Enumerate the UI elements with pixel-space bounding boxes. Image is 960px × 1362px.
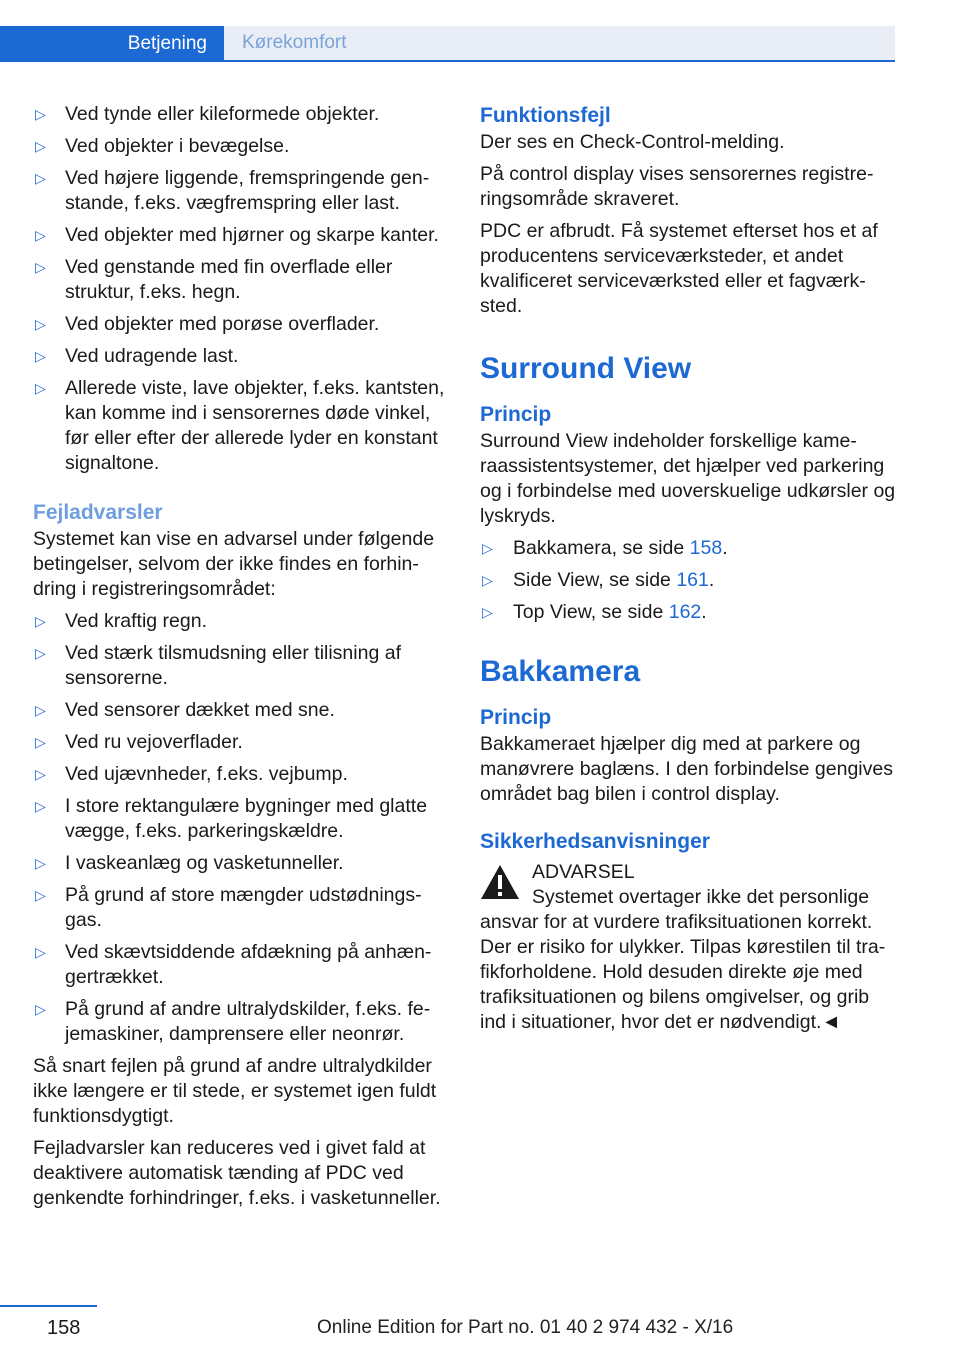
list-item [33,730,448,755]
page-number: 158 [47,1317,81,1339]
section-title-bakkamera: Bakkamera [480,655,641,688]
heading-sikkerhedsanvisninger: Sikkerhedsanvisninger [480,830,710,853]
list-item-text: Ved ujævnheder, f.eks. vejbump. [65,763,348,785]
bullet-triangle-icon: ▷ [35,734,46,750]
list-item-text: Ved kraftig regn. [65,610,208,632]
list-item [33,609,448,634]
bullet-triangle-icon: ▷ [35,227,46,243]
tab-betjening[interactable]: Betjening [0,26,224,62]
funktionsfejl-text-1: Der ses en Check-Control-melding. [480,131,785,153]
bakkamera-text: Bakkameraet hjælper dig med at parkere og manøvrere baglæns. I den forbindelse gengives området bag bilen i control display. [480,733,893,805]
list-item-text: Ved ru vejoverflader. [65,731,243,753]
warning-triangle-icon [480,864,520,900]
paragraph-reduce-warnings: Fejladvarsler kan reduceres ved i givet fald at deaktivere automatisk tænding af PDC ved genkendte forhindringer, f.eks. i vasketunneller. [33,1137,441,1209]
bullet-triangle-icon: ▷ [35,944,46,960]
list-item-text: Top View, se side [513,601,669,623]
bullet-triangle-icon: ▷ [35,348,46,364]
list-item [33,997,448,1047]
list-item-text: Ved objekter med hjørner og skarpe kanter. [65,224,439,246]
heading-princip-bakkamera: Princip [480,706,552,729]
footer-divider [0,1305,97,1307]
list-item: ▷ Top View, se side 162. [482,601,707,623]
bullet-triangle-icon: ▷ [35,613,46,629]
list-item [33,376,448,476]
list-item [33,851,448,876]
bullet-triangle-icon: ▷ [35,138,46,154]
list-item: ▷ Side View, se side 161. [482,569,715,591]
left-column [33,102,448,1218]
warning-block [480,860,900,1035]
list-item [33,344,448,369]
bullet-triangle-icon: ▷ [35,887,46,903]
list-item-text: I vaskeanlæg og vasketunneller. [65,852,344,874]
list-item-text: Allerede viste, lave objekter, f.eks. kantsten, kan komme ind i sensorernes døde vinkel, før eller efter der allerede lyder en konstant signaltone. [65,377,445,474]
bullet-triangle-icon: ▷ [35,645,46,661]
bullet-triangle-icon: ▷ [35,766,46,782]
funktionsfejl-text-3: PDC er afbrudt. Få systemet efterset hos et af producentens serviceværksteder, et andet kvalificeret serviceværksted eller et fagværksted. [480,220,878,317]
warning-label: ADVARSEL [532,861,635,883]
header-divider [0,60,895,62]
list-item-text: Ved skævtsiddende afdækning på anhængertrækket. [65,941,432,988]
heading-princip-surround: Princip [480,403,552,426]
bullet-triangle-icon: ▷ [35,316,46,332]
paragraph-ultrasound: Så snart fejlen på grund af andre ultralydkilder ikke længere er til stede, er systemet igen fuldt funktionsdygtigt. [33,1055,437,1127]
warning-text: Systemet overtager ikke det personlige ansvar for at vurdere trafiksituationen korrekt. Der er risiko for ulykker. Tilpas kørestilen til trafikforholdene. Hold desuden direkte øje med trafiksituationen og bilens omgivelser, og grib ind i situationer, hvor det er nødvendigt.◄ [480,886,886,1033]
bullet-triangle-icon: ▷ [482,572,493,588]
list-item [33,698,448,723]
bullet-triangle-icon: ▷ [482,604,493,620]
list-item-text: Ved sensorer dækket med sne. [65,699,335,721]
list-item-text: Ved objekter med porøse overflader. [65,313,380,335]
bullet-triangle-icon: ▷ [35,106,46,122]
bullet-triangle-icon: ▷ [35,798,46,814]
edition-note: Online Edition for Part no. 01 40 2 974 432 - X/16 [317,1317,734,1338]
false-alarm-list [33,609,448,1047]
list-item-text: Side View, se side [513,569,677,591]
list-item [33,762,448,787]
bullet-triangle-icon: ▷ [35,170,46,186]
heading-fejladvarsler: Fejladvarsler [33,501,163,524]
bullet-triangle-icon: ▷ [35,380,46,396]
page-reference-link[interactable]: 161 [676,569,709,591]
bullet-triangle-icon: ▷ [482,540,493,556]
list-item-text: På grund af andre ultralydskilder, f.eks. fejemaskiner, damprensere eller neonrør. [65,998,431,1045]
section-title-surround-view: Surround View [480,352,692,385]
bullet-triangle-icon: ▷ [35,855,46,871]
list-item [33,312,448,337]
heading-funktionsfejl: Funktionsfejl [480,104,611,127]
list-item [33,940,448,990]
bullet-triangle-icon: ▷ [35,702,46,718]
list-item-text: I store rektangulære bygninger med glatte vægge, f.eks. parkeringskældre. [65,795,428,842]
list-item: ▷ Bakkamera, se side 158. [482,537,728,559]
limitations-list [33,102,448,476]
list-item [33,134,448,159]
list-item-text: Ved højere liggende, fremspringende genstande, f.eks. vægfremspring eller last. [65,167,430,214]
page-reference-link[interactable]: 162 [668,601,702,623]
surround-view-text: Surround View indeholder forskellige kameraassistentsystemer, det hjælper ved parkering og i forbindelse med uoverskuelige udkørsler og lyskryds. [480,430,896,527]
page-reference-link[interactable]: 158 [689,537,723,559]
list-item [33,641,448,691]
list-item-text: Ved genstande med fin overflade eller struktur, f.eks. hegn. [65,256,393,303]
funktionsfejl-text-2: På control display vises sensorernes registreringsområde skraveret. [480,163,874,210]
list-item [33,255,448,305]
list-item-text: Ved udragende last. [65,345,239,367]
fejladvarsler-intro: Systemet kan vise en advarsel under følgende betingelser, selvom der ikke findes en forhindring i registreringsområdet: [33,528,435,600]
list-item [33,166,448,216]
right-column [480,102,900,1035]
list-item-text: På grund af store mængder udstødningsgas. [65,884,422,931]
list-item [33,794,448,844]
list-item-text: Ved tynde eller kileformede objekter. [65,103,380,125]
header-bar [0,0,960,62]
surround-view-list [480,536,900,625]
list-item [33,883,448,933]
bullet-triangle-icon: ▷ [35,259,46,275]
bullet-triangle-icon: ▷ [35,1001,46,1017]
list-item-text: Bakkamera, se side [513,537,690,559]
list-item-text: Ved stærk tilsmudsning eller tilisning af sensorerne. [65,642,401,689]
list-item [33,102,448,127]
list-item-text: Ved objekter i bevægelse. [65,135,290,157]
tab-korekomfort[interactable]: Kørekomfort [224,26,895,60]
list-item [33,223,448,248]
